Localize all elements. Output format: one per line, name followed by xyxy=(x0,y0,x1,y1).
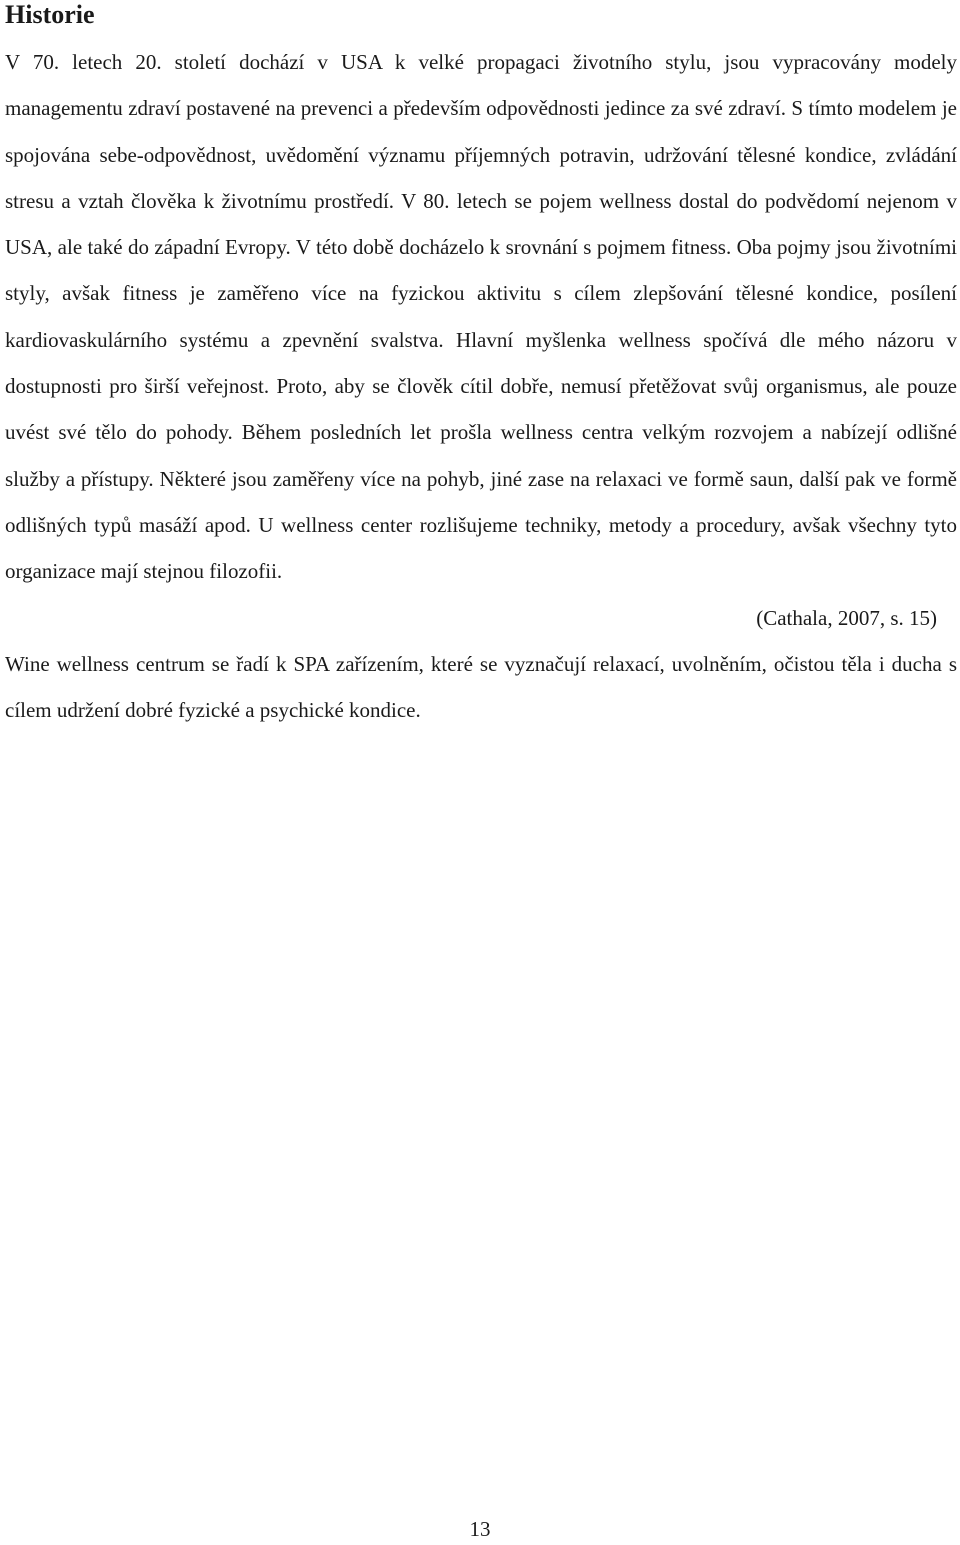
citation: (Cathala, 2007, s. 15) xyxy=(756,605,937,630)
section-heading: Historie xyxy=(5,0,95,29)
document-page xyxy=(5,0,957,733)
body-paragraph-wine-wellness: Wine wellness centrum se řadí k SPA zařízením, které se vyznačují relaxací, uvolněním, očistou těla i ducha s cílem udržení dobré fyzické a psychické kondice. xyxy=(5,651,957,723)
page-number: 13 xyxy=(469,1517,491,1541)
body-paragraph-history: V 70. letech 20. století dochází v USA k velké propagaci životního stylu, jsou vypracovány modely managementu zdraví postavené na prevenci a především odpovědnosti jedince za své zdraví. S tímto modelem je spojována sebe-odpovědnost, uvědomění významu příjemných potravin, udržování tělesné kondice, zvládání stresu a vztah člověka k životnímu prostředí. V 80. letech se pojem wellness dostal do podvědomí nejenom v USA, ale také do západní Evropy. V této době docházelo k srovnání s pojmem fitness. Oba pojmy jsou životními styly, avšak fitness je zaměřeno více na fyzickou aktivitu s cílem zlepšování tělesné kondice, posílení kardiovaskulárního systému a zpevnění svalstva. Hlavní myšlenka wellness spočívá dle mého názoru v dostupnosti pro širší veřejnost. Proto, aby se člověk cítil dobře, nemusí přetěžovat svůj organismus, ale pouze uvést své tělo do pohody. Během posledních let prošla wellness centra velkým rozvojem a nabízejí odlišné služby a přístupy. Některé jsou zaměřeny více na pohyb, jiné zase na relaxaci ve formě saun, další pak ve formě odlišných typů masáží apod. U wellness center rozlišujeme techniky, metody a procedury, avšak všechny tyto organizace mají stejnou filozofii. xyxy=(5,50,957,584)
